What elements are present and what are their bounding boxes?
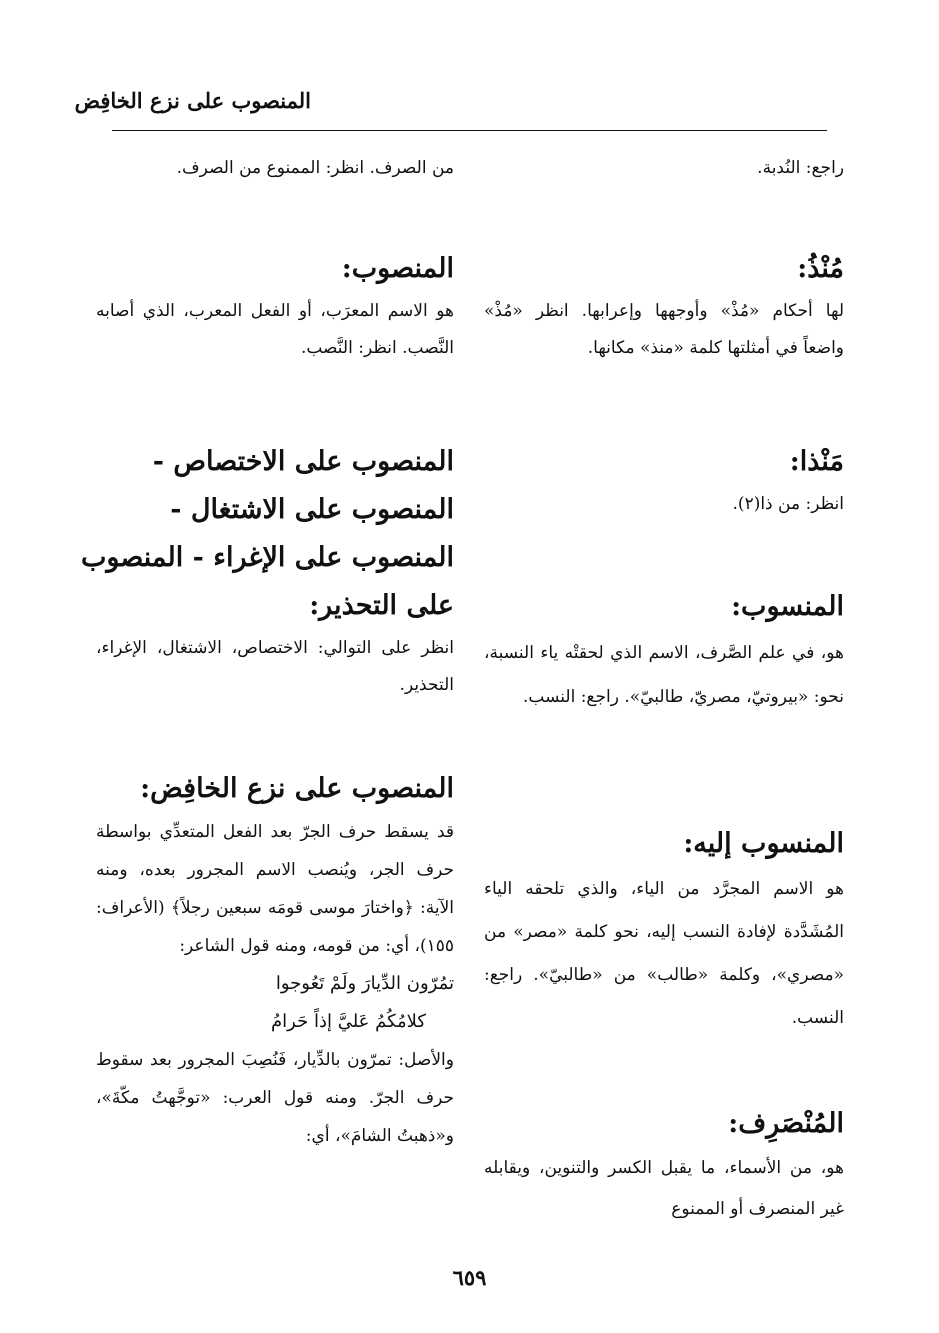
entry-body: لها أحكام «مُذْ» وأوجهها وإعرابها. انظر «مُذْ» واضعاً في أمثلتها كلمة «منذ» مكانها. bbox=[484, 301, 844, 358]
headword: المنسوب إليه: bbox=[683, 828, 844, 859]
header-rule bbox=[112, 130, 827, 131]
poem-verse bbox=[96, 965, 454, 1041]
entry-body: قد يسقط حرف الجرّ بعد الفعل المتعدِّي بواسطة حرف الجر، ويُنصب الاسم المجرور بعده، ومنه الآية: ﴿واختارَ موسى قومَه سبعين رجلاً﴾ (الأعراف: ١٥٥)، أي: من قومه، ومنه قول الشاعر: bbox=[96, 822, 454, 956]
headword: المنصوب على نزع الخافِض: bbox=[140, 773, 454, 804]
continuation-text bbox=[484, 150, 844, 187]
verse-hemistich-1: تمُرّون الدِّيارَ ولَمْ تَعُوجوا bbox=[275, 973, 454, 994]
entry-mundhu bbox=[484, 245, 844, 367]
headword-line: المنصوب على الاختصاص - bbox=[152, 446, 454, 477]
continuation-line: راجع: النُدبة. bbox=[757, 158, 844, 178]
entry-body-continued: والأصل: تمرّون بالدِّيار، فَنُصِبَ المجرور بعد سقوط حرف الجرّ. ومنه قول العرب: «توجَّهتُ مكّةَ»، و«ذهبتُ الشامَ»، أي: bbox=[96, 1050, 454, 1146]
headword-line: المنصوب على الإغراء - المنصوب bbox=[80, 542, 454, 573]
entry-naz-al-khafid bbox=[96, 765, 454, 1155]
entry-body: هو الاسم المعرَب، أو الفعل المعرب، الذي أصابه النَّصب. انظر: النَّصب. bbox=[96, 301, 454, 358]
headword-line: المنصوب على الاشتغال - bbox=[170, 494, 454, 525]
entry-body: انظر: من ذا(٢). bbox=[732, 494, 844, 514]
continuation-line: من الصرف. انظر: الممنوع من الصرف. bbox=[176, 158, 454, 178]
headword: المنسوب: bbox=[731, 591, 844, 622]
headword: مَنْذا: bbox=[789, 446, 844, 477]
headword-line: على التحذير: bbox=[309, 590, 454, 621]
entry-mansub-ilayh bbox=[484, 820, 844, 1040]
running-head: المنصوب على نزع الخافِض bbox=[74, 88, 311, 113]
entry-mansub bbox=[484, 583, 844, 719]
page-number: ٦٥٩ bbox=[452, 1265, 487, 1290]
entry-body: هو الاسم المجرَّد من الياء، والذي تلحقه الياء المُشَدَّدة لإفادة النسب إليه، نحو كلمة «مصر» من «مصري»، وكلمة «طالب» من «طالبيّ». راجع: النسب. bbox=[484, 879, 844, 1028]
entry-mandha bbox=[484, 438, 844, 523]
entry-mansub-2 bbox=[96, 245, 454, 367]
headword: المنصوب: bbox=[341, 253, 454, 284]
headword: المُنْصَرِف: bbox=[728, 1108, 844, 1139]
entry-body: هو، في علم الصَّرف، الاسم الذي لحقتْه ياء النسبة، نحو: «بيروتيّ، مصريّ، طالبيّ». راجع: النسب. bbox=[484, 643, 844, 707]
verse-hemistich-2: كلامُكُمُ عَليَّ إذاً حَرامُ bbox=[271, 1011, 426, 1032]
entry-body: انظر على التوالي: الاختصاص، الاشتغال، الإغراء، التحذير. bbox=[96, 638, 454, 695]
entry-mansub-ikhtisas bbox=[80, 438, 454, 704]
headword: مُنْذُ: bbox=[797, 253, 844, 284]
entry-body: هو، من الأسماء، ما يقبل الكسر والتنوين، ويقابله غير المنصرف أو الممنوع bbox=[484, 1158, 844, 1219]
continuation-text bbox=[96, 150, 454, 187]
entry-munsarif bbox=[484, 1100, 844, 1230]
